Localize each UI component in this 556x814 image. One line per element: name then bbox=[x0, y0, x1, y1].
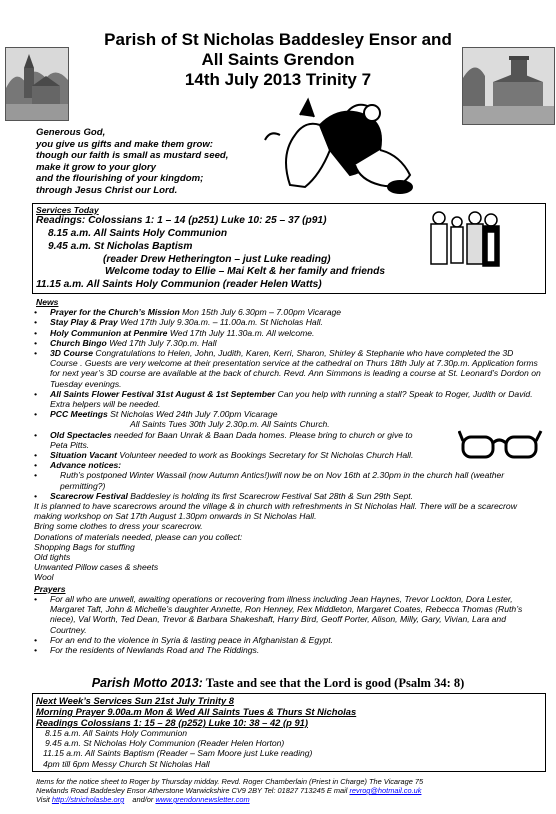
baptism-family-illustration bbox=[425, 208, 503, 270]
news-item: • Situation Vacant Volunteer needed to work as Bookings Secretary for St Nicholas Church Hall. bbox=[36, 450, 541, 460]
morning-prayer-line: Morning Prayer 9.00a.m Mon & Wed All Saints Tues & Thurs St Nicholas bbox=[36, 706, 357, 717]
news-item: • Scarecrow Festival Baddesley is holding its first Scarecrow Festival Sat 28th & Sun 29th Sept. bbox=[36, 491, 541, 501]
newsletter-link[interactable]: www.grendonnewsletter.com bbox=[155, 795, 250, 804]
plain-line: Donations of materials needed, please can you collect: bbox=[34, 531, 243, 542]
collect-prayer bbox=[36, 127, 228, 196]
title-line-1: Parish of St Nicholas Baddesley Ensor and bbox=[104, 30, 452, 49]
prayer-line: though our faith is small as mustard seed, bbox=[36, 150, 229, 161]
st-nicholas-church-photo bbox=[5, 47, 69, 121]
news-item: • Church Bingo Wed 17th July 7.30p.m. Hall bbox=[36, 338, 541, 348]
news-item: • Prayer for the Church’s Mission Mon 15th July 6.30pm – 7.00pm Vicarage bbox=[36, 307, 541, 317]
next-week-service: 11.15 a.m. All Saints Baptism (Reader – Sam Moore just Luke reading) bbox=[43, 748, 313, 758]
prayer-line: and the flourishing of your kingdom; bbox=[36, 173, 204, 184]
prayer-item: • For an end to the violence in Syria & lasting peace in Afghanistan & Egypt. bbox=[36, 635, 541, 645]
footer-line: Visit http://stnicholasbe.org and/or www.grendonnewsletter.com bbox=[36, 795, 250, 804]
news-item: • PCC Meetings St Nicholas Wed 24th July 7.00pm Vicarage All Saints Tues 30th July 2.30p.m. All Saints Church. bbox=[36, 409, 541, 429]
news-item: • Ruth’s postponed Winter Wassail (now Autumn Antics!)will now be on Nov 16th at 2.30pm in the church hall (weather permitting?) bbox=[36, 470, 541, 490]
spectacles-icon bbox=[458, 425, 543, 461]
prayer-line: make it grow to your glory bbox=[36, 161, 156, 173]
news-item: • Holy Communion at Penmire Wed 17th July 11.30a.m. All welcome. bbox=[36, 328, 541, 338]
service-item: 11.15 a.m. All Saints Holy Communion (reader Helen Watts) bbox=[36, 279, 322, 290]
news-section bbox=[36, 297, 541, 655]
news-item: • Old Spectacles needed for Baan Unrak & Baan Dada homes. Please bring to church or give to Peta Pitts. bbox=[36, 430, 541, 450]
prayer-item: • For all who are unwell, awaiting operations or recovering from illness including Jean Haynes, Trevor Lockton, Dora Lester, Margaret Taft, John & Michelle’s daughter Annette, Ron Henney, Rex Middleton, Margaret Coates, Rebecca Thomas (Ruth’s niece), Val Worth, Ted Dean, Trevor & Barbara Shakeshaft, Harry Bird, Geoff Porter, Alison, Milly, Gary, Vivian, Lara and Courtney. bbox=[36, 594, 541, 635]
title-line-2: All Saints Grendon bbox=[201, 50, 355, 69]
prayer-item: • For the residents of Newlands Road and The Riddings. bbox=[36, 645, 541, 655]
news-item: • Stay Play & Pray Wed 17th July 9.30a.m. – 11.00a.m. St Nicholas Hall. bbox=[36, 317, 541, 327]
next-week-service: 9.45 a.m. St Nicholas Holy Communion (Reader Helen Horton) bbox=[45, 738, 285, 748]
welcome-note: Welcome today to Ellie – Mai Kelt & her family and friends bbox=[105, 266, 386, 277]
plain-line: Bring some clothes to dress your scarecrow. bbox=[34, 521, 203, 532]
prayer-line: you give us gifts and make them grow: bbox=[36, 138, 213, 150]
next-week-box bbox=[32, 693, 546, 772]
service-item: 8.15 a.m. All Saints Holy Communion bbox=[48, 228, 228, 239]
title-line-3: 14th July 2013 Trinity 7 bbox=[184, 70, 372, 89]
prayers-heading: Prayers bbox=[34, 583, 66, 594]
news-list bbox=[36, 307, 541, 501]
footer-line: Newlands Road Baddesley Ensor Atherstone Warwickshire CV9 2BY Tel: 01827 713245 E mail revrog@hotmail.co.uk bbox=[36, 786, 422, 795]
services-today-readings: Readings: Colossians 1: 1 – 14 (p251) Luke 10: 25 – 37 (p91) bbox=[36, 215, 327, 226]
news-item: • All Saints Flower Festival 31st August & 1st September Can you help with running a stall? Speak to Roger, Judith or David. Extra helpers will be needed. bbox=[36, 389, 541, 409]
plain-line: Unwanted Pillow cases & sheets bbox=[34, 562, 159, 573]
next-week-service: 8.15 a.m. All Saints Holy Communion bbox=[45, 728, 188, 738]
email-link[interactable]: revrog@hotmail.co.uk bbox=[349, 786, 422, 795]
good-samaritan-illustration bbox=[260, 95, 430, 197]
all-saints-church-photo bbox=[462, 47, 555, 125]
plain-line: Old tights bbox=[34, 552, 71, 563]
prayers-list bbox=[36, 594, 541, 655]
news-item: • 3D Course Congratulations to Helen, John, Judith, Karen, Kerri, Sharon, Shirley & Stephanie who have completed the 3D Course . Guests are very welcome at their presentation service at the cathedral on Thurs 18th July at 7.30p.m. Application forms for next year’s 3D course are available at the back of church. Revd. Ann Simmons is leading a course at St. Leonard’s Dordon on Tuesday evenings. bbox=[36, 348, 541, 389]
prayer-line: Generous God, bbox=[36, 127, 106, 138]
parish-motto: Parish Motto 2013: Taste and see that the Lord is good (Psalm 34: 8) bbox=[91, 676, 465, 690]
next-week-readings: Readings Colossians 1: 15 – 28 (p252) Luke 10: 38 – 42 (p 91) bbox=[36, 717, 308, 728]
news-heading: News bbox=[36, 297, 59, 307]
website-link[interactable]: http://stnicholasbe.org bbox=[51, 795, 125, 804]
prayer-line: through Jesus Christ our Lord. bbox=[36, 184, 178, 196]
scarecrow-details: It is planned to have scarecrows around the village & in church with refreshments in St Nicholas Hall. There will be a scarecrow making workshop on Sat 17th August 1.30pm onwards in St Nicholas Hall. bbox=[34, 501, 517, 522]
services-today-heading: Services Today bbox=[36, 205, 99, 215]
footer bbox=[36, 777, 546, 804]
plain-line: Wool bbox=[34, 572, 54, 583]
service-item-note: (reader Drew Hetherington – just Luke reading) bbox=[103, 254, 331, 265]
next-week-heading: Next Week’s Services Sun 21st July Trinity 8 bbox=[36, 695, 235, 706]
footer-line: Items for the notice sheet to Roger by Thursday midday. Revd. Roger Chamberlain (Priest in Charge) The Vicarage 75 bbox=[36, 777, 424, 786]
service-item: 9.45 a.m. St Nicholas Baptism bbox=[48, 241, 193, 252]
news-item: • Advance notices: bbox=[36, 460, 541, 470]
next-week-service: 4pm till 6pm Messy Church St Nicholas Hall bbox=[43, 759, 210, 769]
plain-line: Shopping Bags for stuffing bbox=[34, 541, 135, 552]
